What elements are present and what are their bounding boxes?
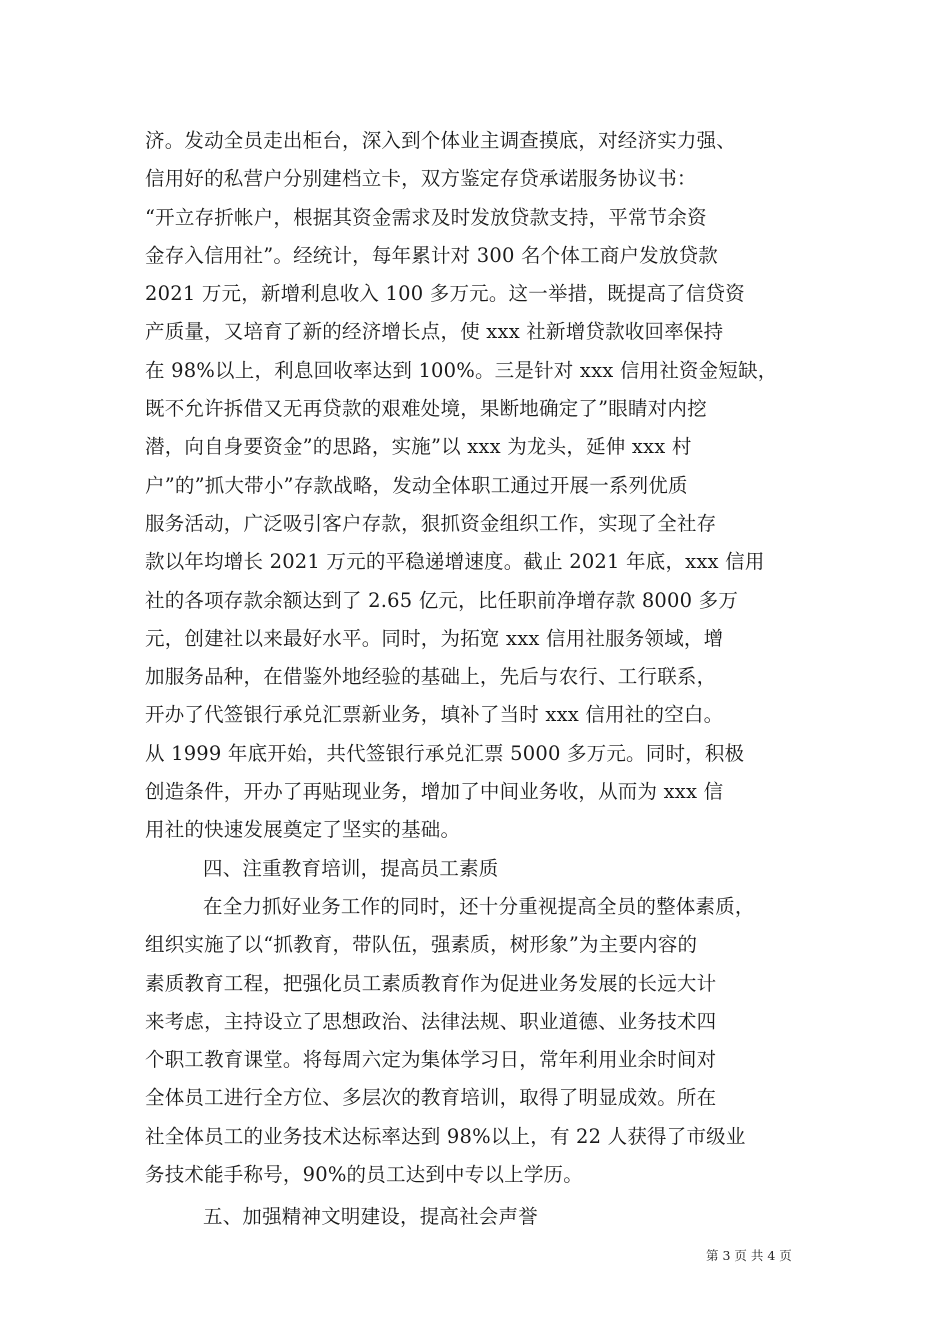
text-line: 元，创建社以来最好水平。同时，为拓宽 xxx 信用社服务领域，增 [145,626,724,650]
text-line: 在 98%以上，利息回收率达到 100%。三是针对 xxx 信用社资金短缺， [145,358,778,382]
text-line: 户”的”抓大带小”存款战略，发动全体职工通过开展一系列优质 [145,473,688,497]
text-line: 组织实施了以“抓教育，带队伍，强素质，树形象”为主要内容的 [145,933,698,957]
text-line: 用社的快速发展奠定了坚实的基础。 [145,818,461,842]
text-line: 素质教育工程，把强化员工素质教育作为促进业务发展的长远大计 [145,971,717,995]
text-line: 在全力抓好业务工作的同时，还十分重视提高全员的整体素质， [203,894,755,918]
text-line: 产质量，又培育了新的经济增长点，使 xxx 社新增贷款收回率保持 [145,320,724,344]
body-text [145,122,810,1237]
text-line: 从 1999 年底开始，共代签银行承兑汇票 5000 多万元。同时，积极 [145,741,745,765]
text-line: 创造条件，开办了再贴现业务，增加了中间业务收，从而为 xxx 信 [145,780,724,804]
section-heading-4: 四、注重教育培训，提高员工素质 [203,856,499,880]
text-line: 务技术能手称号，90%的员工达到中专以上学历。 [145,1163,583,1187]
text-line: 个职工教育课堂。将每周六定为集体学习日，常年利用业余时间对 [145,1048,717,1072]
text-line: 金存入信用社”。经统计，每年累计对 300 名个体工商户发放贷款 [145,243,718,267]
text-line: 社的各项存款余额达到了 2.65 亿元，比任职前净增存款 8000 多万 [145,588,739,612]
text-line: 开办了代签银行承兑汇票新业务，填补了当时 xxx 信用社的空白。 [145,703,724,727]
text-line: 来考虑，主持设立了思想政治、法律法规、职业道德、业务技术四 [145,1009,717,1033]
text-line: 信用好的私营户分别建档立卡，双方鉴定存贷承诺服务协议书： [145,167,697,191]
text-line: 服务活动，广泛吸引客户存款，狠抓资金组织工作，实现了全社存 [145,511,717,535]
text-line: 款以年均增长 2021 万元的平稳递增速度。截止 2021 年底，xxx 信用 [145,550,765,574]
text-line: 既不允许拆借又无再贷款的艰难处境，果断地确定了”眼睛对内挖 [145,397,707,421]
page-number: 第 3 页 共 4 页 [706,1248,792,1263]
text-line: 2021 万元，新增利息收入 100 多万元。这一举措，既提高了信贷资 [145,282,745,306]
text-line: 潜，向自身要资金”的思路，实施”以 xxx 为龙头，延伸 xxx 村 [145,435,692,459]
text-line: 济。发动全员走出柜台，深入到个体业主调查摸底，对经济实力强、 [145,129,737,152]
text-line: “开立存折帐户，根据其资金需求及时发放贷款支持，平常节余资 [145,205,707,229]
text-line: 社全体员工的业务技术达标率达到 98%以上，有 22 人获得了市级业 [145,1124,746,1148]
text-line: 加服务品种，在借鉴外地经验的基础上，先后与农行、工行联系， [145,665,717,689]
section-heading-5: 五、加强精神文明建设，提高社会声誉 [203,1205,538,1229]
text-line: 全体员工进行全方位、多层次的教育培训，取得了明显成效。所在 [145,1086,717,1110]
